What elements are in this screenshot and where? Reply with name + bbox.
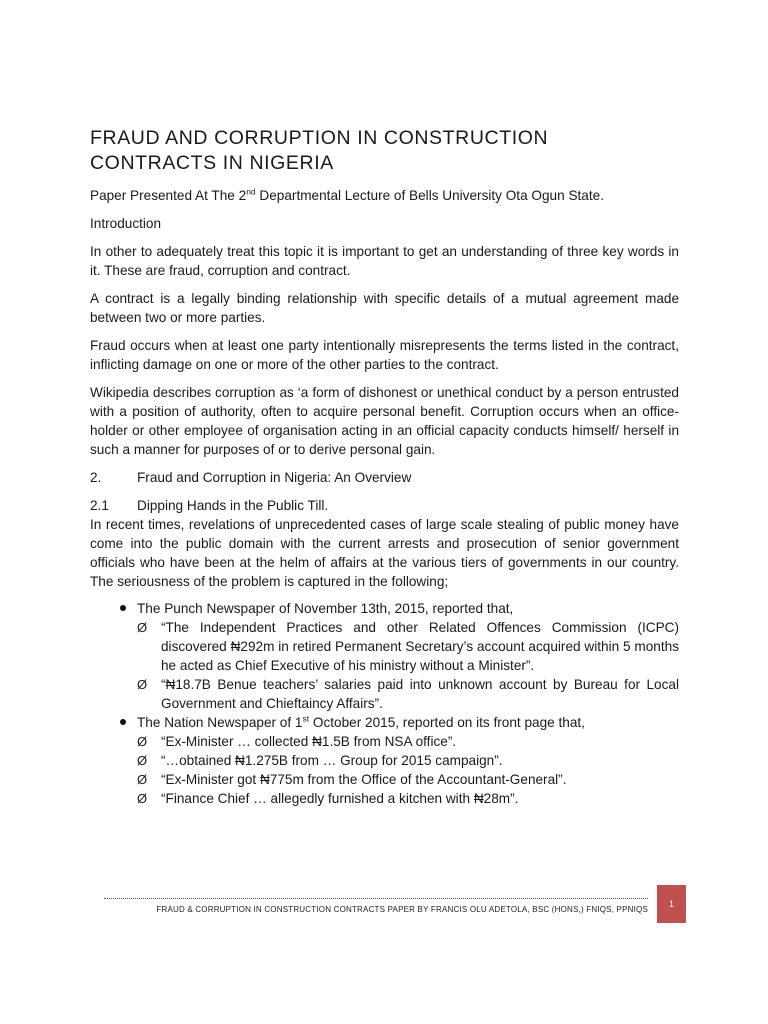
section-2-1-body: In recent times, revelations of unprecedented cases of large scale stealing of public money have come into the public domain with the current arrests and prosecution of senior government officials who have been at the helm of affairs at the various tiers of governments in our country. The seriousness of the problem is captured in the following; <box>90 517 679 589</box>
punch-sub-list <box>137 618 679 713</box>
bullet-nation-ordinal: st <box>302 713 310 724</box>
page-number-badge: 1 <box>657 885 686 923</box>
sub-item-text: “Finance Chief … allegedly furnished a kitchen with ₦28m”. <box>161 791 519 806</box>
section-2-heading <box>90 468 679 487</box>
sub-item-text: “…obtained ₦1.275B from … Group for 2015 campaign”. <box>161 753 503 768</box>
arrow-bullet-icon: Ø <box>137 753 148 768</box>
arrow-bullet-icon: Ø <box>137 677 148 692</box>
section-2-1-heading <box>90 496 679 515</box>
bullet-punch-newspaper <box>120 599 679 713</box>
nation-sub-list <box>137 732 679 808</box>
paragraph-key-words: In other to adequately treat this topic it is important to get an understanding of three key words in it. These are fraud, corruption and contract. <box>90 244 679 278</box>
introduction-heading: Introduction <box>90 216 162 231</box>
section-2-1-title: Dipping Hands in the Public Till. <box>137 498 329 513</box>
footer-divider <box>104 898 648 899</box>
bullet-nation-text-after: October 2015, reported on its front page that, <box>309 715 585 730</box>
bullet-nation-newspaper <box>120 713 679 808</box>
arrow-bullet-icon: Ø <box>137 620 148 635</box>
arrow-bullet-icon: Ø <box>137 791 148 806</box>
subtitle-text-after: Departmental Lecture of Bells University Ota Ogun State. <box>255 188 604 203</box>
subtitle-text-before: Paper Presented At The 2 <box>90 188 247 203</box>
sub-item <box>137 770 679 789</box>
sub-item <box>137 732 679 751</box>
arrow-bullet-icon: Ø <box>137 772 148 787</box>
bullet-dot-icon <box>120 719 126 725</box>
section-2-number: 2. <box>90 470 102 485</box>
sub-item <box>137 751 679 770</box>
paper-subtitle <box>90 186 679 205</box>
newspaper-bullet-list <box>90 599 679 808</box>
sub-item-text: “Ex-Minister got ₦775m from the Office of the Accountant-General”. <box>161 772 567 787</box>
bullet-nation-text-before: The Nation Newspaper of 1 <box>137 715 303 730</box>
sub-item-text: “₦18.7B Benue teachers’ salaries paid into unknown account by Bureau for Local Government and Chieftaincy Affairs”. <box>161 677 679 711</box>
bullet-punch-text: The Punch Newspaper of November 13th, 2015, reported that, <box>137 601 514 616</box>
sub-item <box>137 789 679 808</box>
sub-item-text: “Ex-Minister … collected ₦1.5B from NSA office”. <box>161 734 457 749</box>
paragraph-fraud-definition: Fraud occurs when at least one party intentionally misrepresents the terms listed in the contract, inflicting damage on one or more of the other parties to the contract. <box>90 338 679 372</box>
section-2-title: Fraud and Corruption in Nigeria: An Overview <box>137 470 412 485</box>
sub-item <box>137 675 679 713</box>
paragraph-contract-definition: A contract is a legally binding relationship with specific details of a mutual agreement made between two or more parties. <box>90 291 679 325</box>
bullet-dot-icon <box>120 605 126 611</box>
sub-item-text: “The Independent Practices and other Related Offences Commission (ICPC) discovered ₦292m in retired Permanent Secretary’s account acquired within 5 months he acted as Chief Executive of his ministry without a Minister”. <box>161 620 679 673</box>
footer-text: FRAUD & CORRUPTION IN CONSTRUCTION CONTRACTS PAPER BY FRANCIS OLU ADETOLA, BSC (HONS,) FNIQS, PPNIQS <box>156 905 648 914</box>
paragraph-corruption-definition: Wikipedia describes corruption as ‘a form of dishonest or unethical conduct by a person entrusted with a position of authority, often to acquire personal benefit. Corruption occurs when an office-holder or other employee of organisation acting in an official capacity conducts himself/ herself in such a manner for purposes of or to derive personal gain. <box>90 385 679 457</box>
document-title: FRAUD AND CORRUPTION IN CONSTRUCTION CONTRACTS IN NIGERIA <box>90 127 549 174</box>
arrow-bullet-icon: Ø <box>137 734 148 749</box>
page-content <box>90 126 679 808</box>
subtitle-ordinal: nd <box>246 186 256 197</box>
section-2-1-number: 2.1 <box>90 498 109 513</box>
sub-item <box>137 618 679 675</box>
